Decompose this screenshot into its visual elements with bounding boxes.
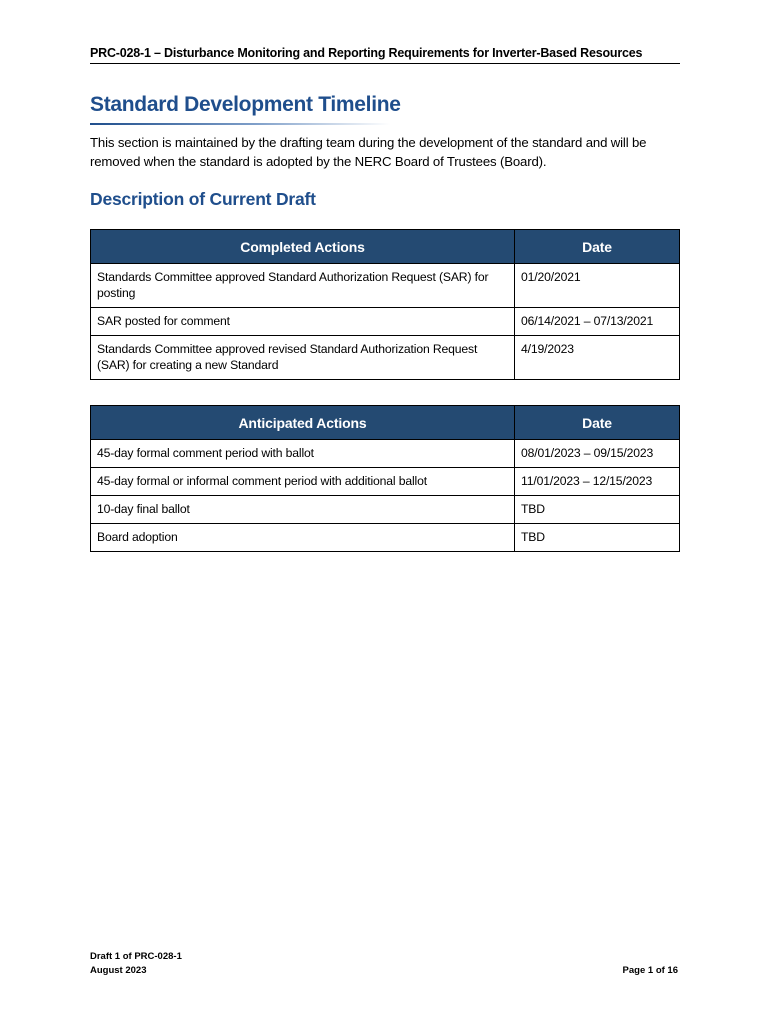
date-cell: 08/01/2023 – 09/15/2023 — [515, 440, 680, 468]
action-cell: Standards Committee approved Standard Authorization Request (SAR) for posting — [91, 264, 515, 308]
table-row — [91, 440, 680, 468]
title-underline — [90, 123, 390, 125]
table-row — [91, 336, 680, 380]
date-cell: TBD — [515, 524, 680, 552]
completed-actions-table — [90, 229, 680, 380]
date-cell: 11/01/2023 – 12/15/2023 — [515, 468, 680, 496]
action-cell: Standards Committee approved revised Standard Authorization Request (SAR) for creating a new Standard — [91, 336, 515, 380]
date-cell: 4/19/2023 — [515, 336, 680, 380]
column-header-anticipated-actions: Anticipated Actions — [91, 406, 515, 440]
table-row — [91, 264, 680, 308]
table-row — [91, 496, 680, 524]
table-header-row — [91, 230, 680, 264]
table-header-row — [91, 406, 680, 440]
action-cell: SAR posted for comment — [91, 308, 515, 336]
column-header-completed-actions: Completed Actions — [91, 230, 515, 264]
date-cell: TBD — [515, 496, 680, 524]
action-cell: 45-day formal or informal comment period with additional ballot — [91, 468, 515, 496]
column-header-date: Date — [515, 406, 680, 440]
running-header: PRC-028-1 – Disturbance Monitoring and Reporting Requirements for Inverter-Based Resources — [90, 46, 680, 64]
table-row — [91, 468, 680, 496]
intro-paragraph: This section is maintained by the drafting team during the development of the standard and will be removed when the standard is adopted by the NERC Board of Trustees (Board). — [90, 135, 647, 169]
action-cell: 45-day formal comment period with ballot — [91, 440, 515, 468]
date-cell: 01/20/2021 — [515, 264, 680, 308]
table-row — [91, 524, 680, 552]
table-row — [91, 308, 680, 336]
footer-left — [90, 950, 182, 978]
footer-date: August 2023 — [90, 965, 147, 976]
anticipated-actions-table — [90, 405, 680, 552]
action-cell: 10-day final ballot — [91, 496, 515, 524]
section-heading: Description of Current Draft — [90, 189, 316, 209]
column-header-date: Date — [515, 230, 680, 264]
page-number: Page 1 of 16 — [622, 965, 678, 976]
footer-draft-label: Draft 1 of PRC-028-1 — [90, 951, 182, 962]
page-title: Standard Development Timeline — [90, 93, 401, 116]
date-cell: 06/14/2021 – 07/13/2021 — [515, 308, 680, 336]
action-cell: Board adoption — [91, 524, 515, 552]
